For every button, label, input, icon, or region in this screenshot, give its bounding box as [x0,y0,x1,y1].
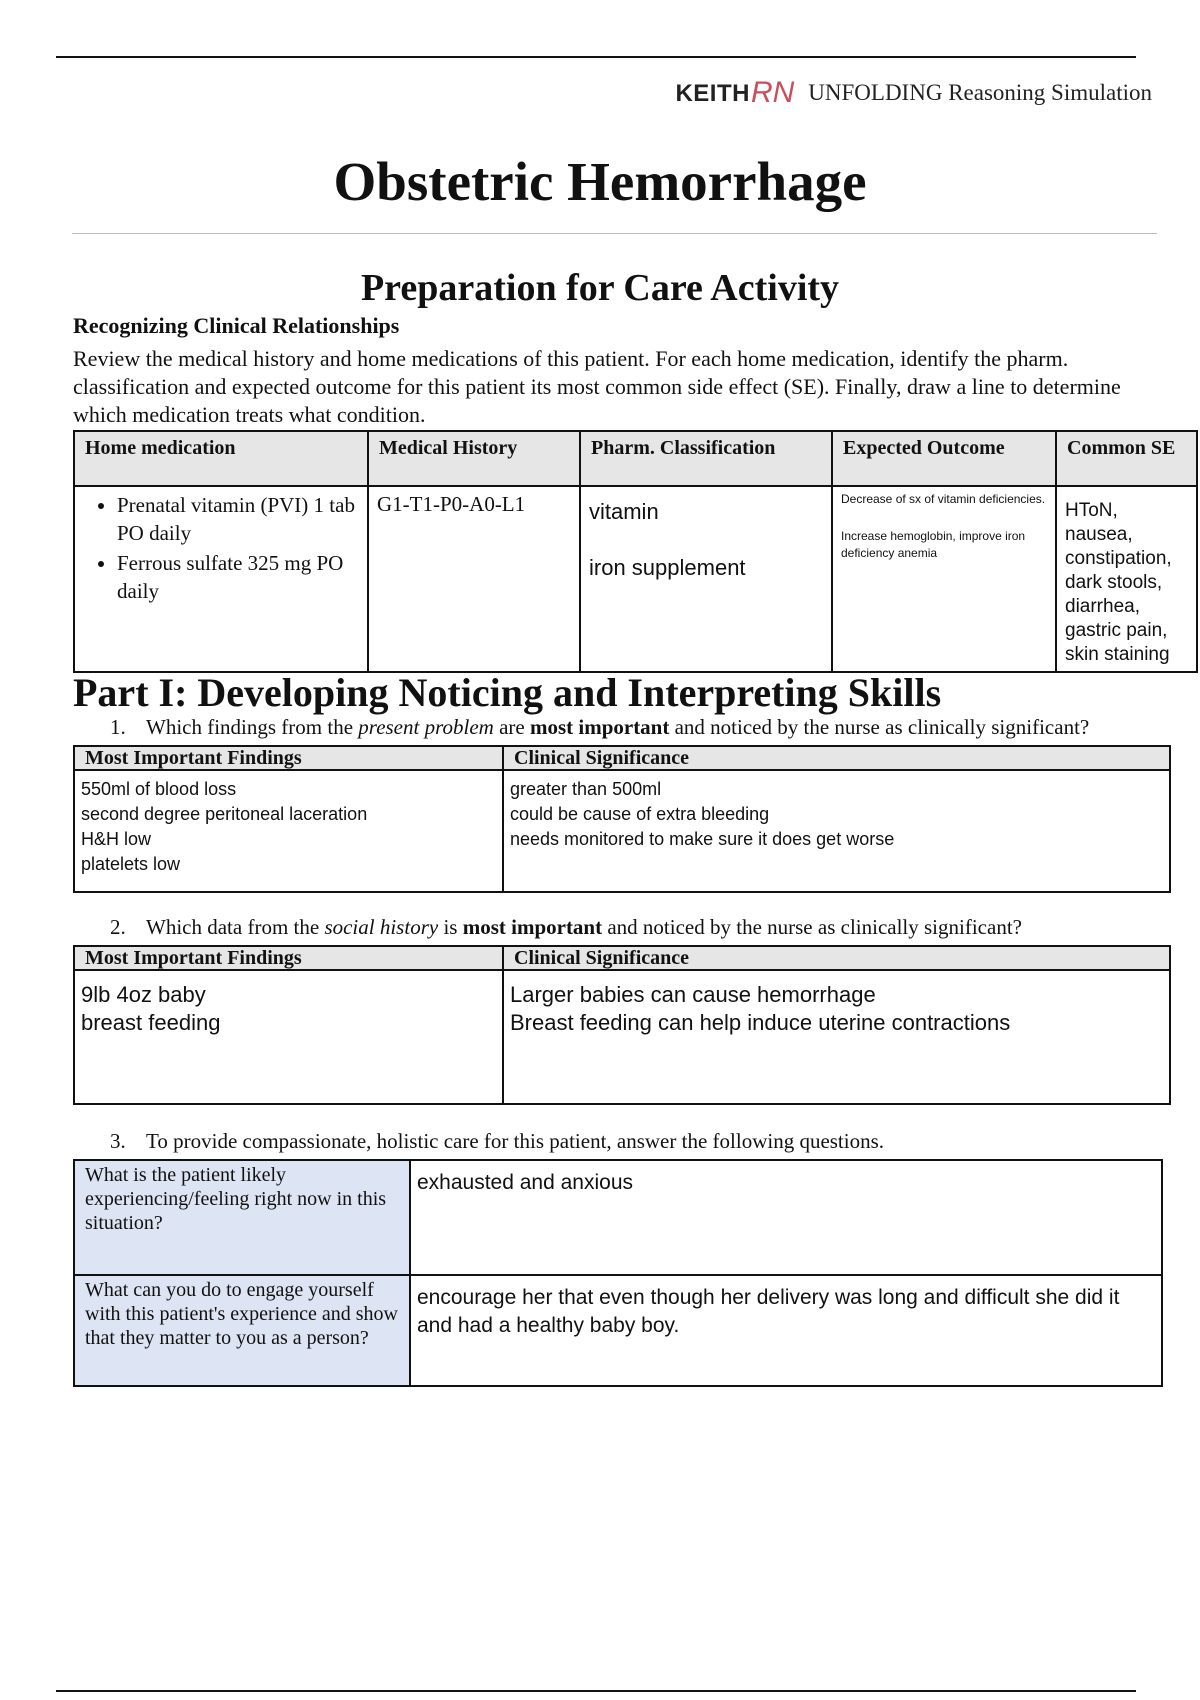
header-most-important-findings: Most Important Findings [74,746,503,770]
part1-title: Part I: Developing Noticing and Interpreting Skills [73,670,942,715]
medical-history-cell: G1-T1-P0-A0-L1 [368,486,580,672]
outcome-item: Decrease of sx of vitamin deficiencies. [841,492,1046,506]
prep-section-title: Preparation for Care Activity [360,267,840,309]
finding-item: platelets low [81,854,181,874]
header-expected-outcome: Expected Outcome [832,431,1056,486]
care-question: What is the patient likely experiencing/feeling right now in this situation? [74,1160,410,1275]
common-se-cell [1056,486,1197,672]
top-rule [56,56,1136,58]
present-problem-table [73,745,1171,893]
finding-item: H&H low [81,829,152,849]
significance-item: Breast feeding can help induce uterine contractions [510,1010,1011,1035]
header-clinical-significance: Clinical Significance [503,946,1170,970]
findings-cell [74,970,503,1104]
question-2: 2. Which data from the social history is most important and noticed by the nurse as clinically significant? [110,915,1022,939]
keithrn-logo [675,78,794,108]
question-3: 3. To provide compassionate, holistic care for this patient, answer the following questions. [110,1129,885,1153]
home-medication-cell [74,486,368,672]
logo-text: KEITH [675,80,750,107]
prep-subheading: Recognizing Clinical Relationships [73,313,400,338]
pharm-classification-cell [580,486,832,672]
brand-header [675,78,1152,108]
significance-item: needs monitored to make sure it does get worse [510,829,895,849]
significance-item: Larger babies can cause hemorrhage [510,982,876,1007]
significance-item: could be cause of extra bleeding [510,804,770,824]
significance-item: greater than 500ml [510,779,662,799]
care-answer: exhausted and anxious [410,1160,1162,1275]
question-1: 1. Which findings from the present problem are most important and noticed by the nurse as clinically significant? [110,715,1090,739]
care-question: What can you do to engage yourself with this patient's experience and show that they matter to you as a person? [74,1275,410,1386]
header-medical-history: Medical History [368,431,580,486]
holistic-care-table [73,1159,1163,1387]
finding-item: breast feeding [81,1010,221,1035]
side-effects-text: HToN, nausea, constipation, dark stools, diarrhea, gastric pain, skin staining [1065,500,1172,665]
medication-item: • Ferrous sulfate 325 mg PO daily [117,549,359,605]
header-clinical-significance: Clinical Significance [503,746,1170,770]
medication-item: • Prenatal vitamin (PVI) 1 tab PO daily [117,491,359,547]
finding-item: second degree peritoneal laceration [81,804,368,824]
social-history-table [73,945,1171,1105]
header-pharm-classification: Pharm. Classification [580,431,832,486]
finding-item: 9lb 4oz baby [81,982,206,1007]
medication-table [73,430,1198,673]
findings-cell [74,770,503,892]
finding-item: 550ml of blood loss [81,779,237,799]
outcome-item: Increase hemoglobin, improve iron deficiency anemia [841,529,1026,560]
header-common-se: Common SE [1056,431,1197,486]
significance-cell [503,970,1170,1104]
header-home-medication: Home medication [74,431,368,486]
prep-intro: Review the medical history and home medications of this patient. For each home medication, identify the pharm. classification and expected outcome for this patient its most common side effect (SE). Finally, draw a line to determine which medication treats what condition. [73,346,1121,427]
logo-mark: RN [750,76,795,109]
classification-item: vitamin [589,499,659,524]
brand-subtitle: UNFOLDING Reasoning Simulation [808,80,1152,105]
expected-outcome-cell [832,486,1056,672]
header-most-important-findings: Most Important Findings [74,946,503,970]
title-divider [72,233,1157,234]
care-answer: encourage her that even though her delivery was long and difficult she did it and had a healthy baby boy. [410,1275,1162,1386]
bottom-rule [56,1690,1136,1692]
page-title: Obstetric Hemorrhage [333,151,867,212]
significance-cell [503,770,1170,892]
classification-item: iron supplement [589,555,746,580]
